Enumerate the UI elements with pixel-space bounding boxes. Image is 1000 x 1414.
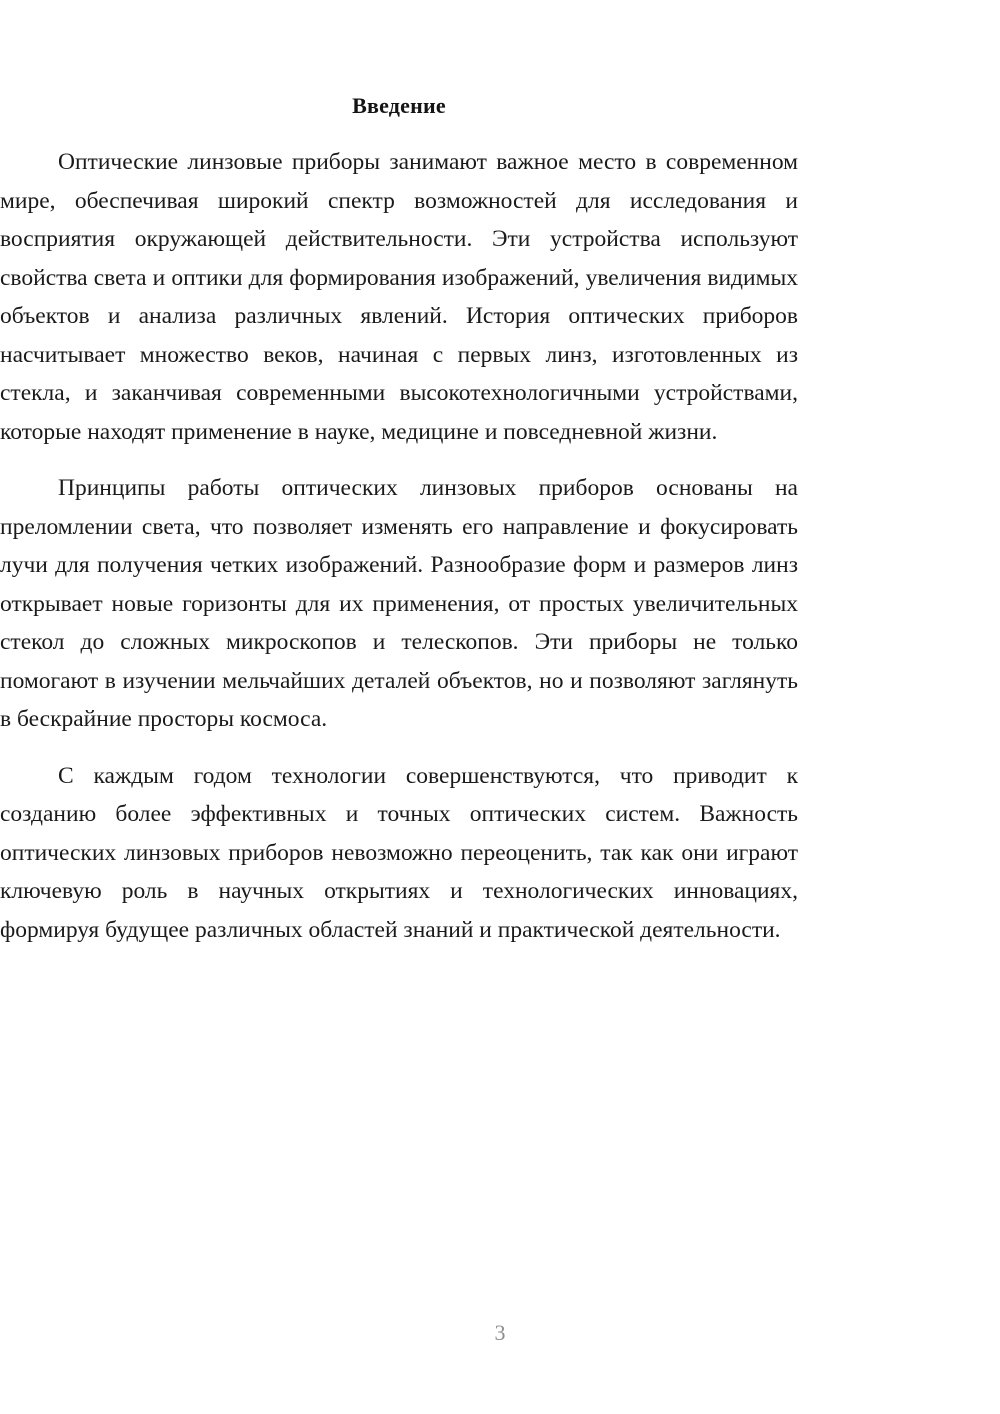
paragraph: Оптические линзовые приборы занимают важное место в современном мире, обеспечивая широкий спектр возможностей для исследования и восприятия окружающей действительности. Эти устройства используют свойства света и оптики для формирования изображений, увеличения видимых объектов и анализа различных явлений. История оптических приборов насчитывает множество веков, начиная с первых линз, изготовленных из стекла, и заканчивая современными высокотехнологичными устройствами, которые находят применение в науке, медицине и повседневной жизни.: [0, 149, 798, 445]
paragraph: Принципы работы оптических линзовых приборов основаны на преломлении света, что позволяет изменять его направление и фокусировать лучи для получения четких изображений. Разнообразие форм и размеров линз открывает новые горизонты для их применения, от простых увеличительных стекол до сложных микроскопов и телескопов. Эти приборы не только помогают в изучении мельчайших деталей объектов, но и позволяют заглянуть в бескрайние просторы космоса.: [0, 475, 798, 732]
paragraph: С каждым годом технологии совершенствуются, что приводит к созданию более эффективных и точных оптических систем. Важность оптических линзовых приборов невозможно переоценить, так как они играют ключевую роль в научных открытиях и технологических инновациях, формируя будущее различных областей знаний и практической деятельности.: [0, 762, 798, 943]
page-number: 3: [494, 1320, 506, 1345]
page-title: Введение: [352, 93, 446, 118]
document-body: [0, 143, 798, 949]
